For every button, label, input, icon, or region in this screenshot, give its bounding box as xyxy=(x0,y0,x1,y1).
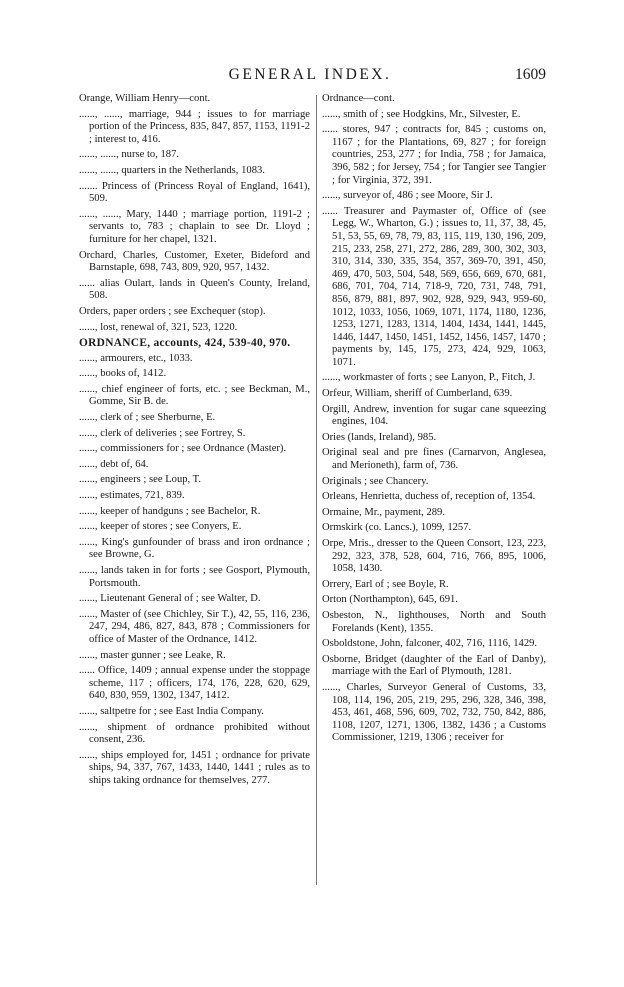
index-entry: ......, engineers ; see Loup, T. xyxy=(79,474,201,486)
index-entry: Orton (Northampton), 645, 691. xyxy=(322,594,458,606)
index-entry: ......, ......, nurse to, 187. xyxy=(79,149,180,161)
index-entry: ......, ......, Mary, 1440 ; marriage portion, 1191-2 ; servants to, 783 ; chaplain to see Dr. Lloyd ; furniture for her chapel, 1321. xyxy=(79,208,310,245)
index-entry: Ormskirk (co. Lancs.), 1099, 1257. xyxy=(322,522,472,534)
index-entry: Orrery, Earl of ; see Boyle, R. xyxy=(322,578,449,590)
index-entry: ......, chief engineer of forts, etc. ; see Beckman, M., Gomme, Sir B. de. xyxy=(79,383,310,408)
index-entry: ......, King's gunfounder of brass and iron ordnance ; see Browne, G. xyxy=(79,536,310,561)
index-entry: ......, lost, renewal of, 321, 523, 1220. xyxy=(79,321,238,333)
index-entry: Orgill, Andrew, invention for sugar cane squeezing engines, 104. xyxy=(322,403,546,428)
index-entry: ......, clerk of ; see Sherburne, E. xyxy=(79,412,216,424)
index-entry: ...... stores, 947 ; contracts for, 845 ; customs on, 1167 ; for the Plantations, 69, 827 ; for foreign countries, 253, 277 ; for India, 758 ; for Jamaica, 396, 582 ; for Jersey, 754 ; for Tangier see Tangier ; for Virginia, 372, 391. xyxy=(322,124,546,186)
index-entry: Orpe, Mris., dresser to the Queen Consort, 123, 223, 292, 323, 378, 528, 604, 716, 766, 895, 1006, 1058, 1430. xyxy=(322,538,546,575)
index-entry: ......, keeper of stores ; see Conyers, E. xyxy=(79,521,242,533)
index-entry: ......, master gunner ; see Leake, R. xyxy=(79,649,226,661)
index-entry: ......, surveyor of, 486 ; see Moore, Sir J. xyxy=(322,190,493,202)
index-entry: ......, smith of ; see Hodgkins, Mr., Silvester, E. xyxy=(322,108,521,120)
index-entry: Originals ; see Chancery. xyxy=(322,475,429,487)
index-entry: ...... alias Oulart, lands in Queen's County, Ireland, 508. xyxy=(79,277,310,302)
index-entry: ......, debt of, 64. xyxy=(79,458,149,470)
index-entry: Orders, paper orders ; see Exchequer (stop). xyxy=(79,305,266,317)
index-entry: ......, saltpetre for ; see East India Company. xyxy=(79,705,264,717)
index-entry: Ordnance—cont. xyxy=(322,93,395,104)
index-entry: ......, armourers, etc., 1033. xyxy=(79,352,193,364)
running-header xyxy=(80,66,546,88)
index-entry: ......, shipment of ordnance prohibited without consent, 236. xyxy=(79,721,310,746)
index-entry: ......, ......, marriage, 944 ; issues to for marriage portion of the Princess, 835, 847, 857, 1153, 1191-2 ; interest to, 416. xyxy=(79,108,310,145)
index-entry: ...... Office, 1409 ; annual expense under the stoppage scheme, 117 ; officers, 174, 176, 228, 620, 629, 640, 830, 959, 1302, 1347, 1412. xyxy=(79,665,310,702)
right-column xyxy=(322,93,546,748)
index-entry: ......, ships employed for, 1451 ; ordnance for private ships, 94, 337, 767, 1433, 1440, 1441 ; rules as to ships taking ordnance for themselves, 277. xyxy=(79,749,310,786)
index-entry: ......, lands taken in for forts ; see Gosport, Plymouth, Portsmouth. xyxy=(79,565,310,589)
index-entry: Ormaine, Mr., payment, 289. xyxy=(322,506,445,518)
index-entry: ......, Charles, Surveyor General of Customs, 33, 108, 114, 196, 205, 219, 295, 296, 328, 346, 398, 453, 461, 468, 596, 609, 702, 732, 750, 842, 886, 1108, 1207, 1271, 1306, 1382, 1436 ; a Customs Commissioner, 1219, 1306 ; receiver for xyxy=(322,681,546,744)
index-entry: ......, Master of (see Chichley, Sir T.), 42, 55, 116, 236, 247, 294, 486, 827, 843, 878 ; Commissioners for office of Master of the Ordnance, 1412. xyxy=(79,608,310,645)
index-entry: Osboldstone, John, falconer, 402, 716, 1116, 1429. xyxy=(322,638,538,650)
index-entry: Orleans, Henrietta, duchess of, reception of, 1354. xyxy=(322,491,536,503)
index-entry: Orchard, Charles, Customer, Exeter, Bideford and Barnstaple, 698, 743, 809, 920, 957, 1432. xyxy=(79,249,310,274)
left-column xyxy=(79,93,310,791)
index-entry: Ories (lands, Ireland), 985. xyxy=(322,431,437,443)
index-entry: Osbeston, N., lighthouses, North and South Forelands (Kent), 1355. xyxy=(322,609,546,634)
index-entry: ......, Lieutenant General of ; see Walter, D. xyxy=(79,593,261,605)
column-divider xyxy=(316,95,317,885)
index-entry: ....... Princess of (Princess Royal of England, 1641), 509. xyxy=(79,180,310,205)
index-entry: ......, workmaster of forts ; see Lanyon, P., Fitch, J. xyxy=(322,372,536,384)
index-entry: Orfeur, William, sheriff of Cumberland, 639. xyxy=(322,388,513,400)
page-title: GENERAL INDEX. xyxy=(228,66,392,83)
index-entry: Osborne, Bridget (daughter of the Earl of Danby), marriage with the Earl of Plymouth, 1281. xyxy=(322,653,546,678)
index-entry: Orange, William Henry—cont. xyxy=(79,93,211,104)
page-number: 1609 xyxy=(515,66,546,83)
index-entry: Original seal and pre fines (Carnarvon, Anglesea, and Merioneth), farm of, 736. xyxy=(322,447,546,472)
index-entry: ......, ......, quarters in the Netherlands, 1083. xyxy=(79,164,265,176)
index-entry: ......, clerk of deliveries ; see Fortrey, S. xyxy=(79,427,246,439)
index-entry: ......, commissioners for ; see Ordnance (Master). xyxy=(79,443,287,455)
index-entry: ......, estimates, 721, 839. xyxy=(79,490,185,502)
index-heading-ordnance: ORDNANCE, accounts, 424, 539-40, 970. xyxy=(79,337,291,350)
index-entry: ......, books of, 1412. xyxy=(79,368,167,380)
index-entry: ...... Treasurer and Paymaster of, Office of (see Legg, W., Wharton, G.) ; issues to, 11, 37, 38, 45, 51, 53, 55, 69, 78, 79, 83, 115, 119, 130, 196, 209, 215, 233, 258, 271, 272, 286, 289, 300, 302, 303, 310, 314, 330, 335, 354, 357, 369-70, 391, 450, 469, 470, 503, 504, 548, 569, 656, 669, 670, 681, 686, 701, 704, 714, 718-9, 720, 731, 748, 791, 856, 879, 881, 897, 902, 928, 929, 943, 959-60, 1012, 1033, 1056, 1069, 1071, 1174, 1180, 1236, 1253, 1271, 1283, 1314, 1404, 1434, 1441, 1445, 1446, 1447, 1450, 1451, 1452, 1456, 1457, 1470 ; payments by, 145, 175, 273, 424, 929, 1063, 1071. xyxy=(322,205,546,368)
index-entry: ......, keeper of handguns ; see Bachelor, R. xyxy=(79,505,261,517)
